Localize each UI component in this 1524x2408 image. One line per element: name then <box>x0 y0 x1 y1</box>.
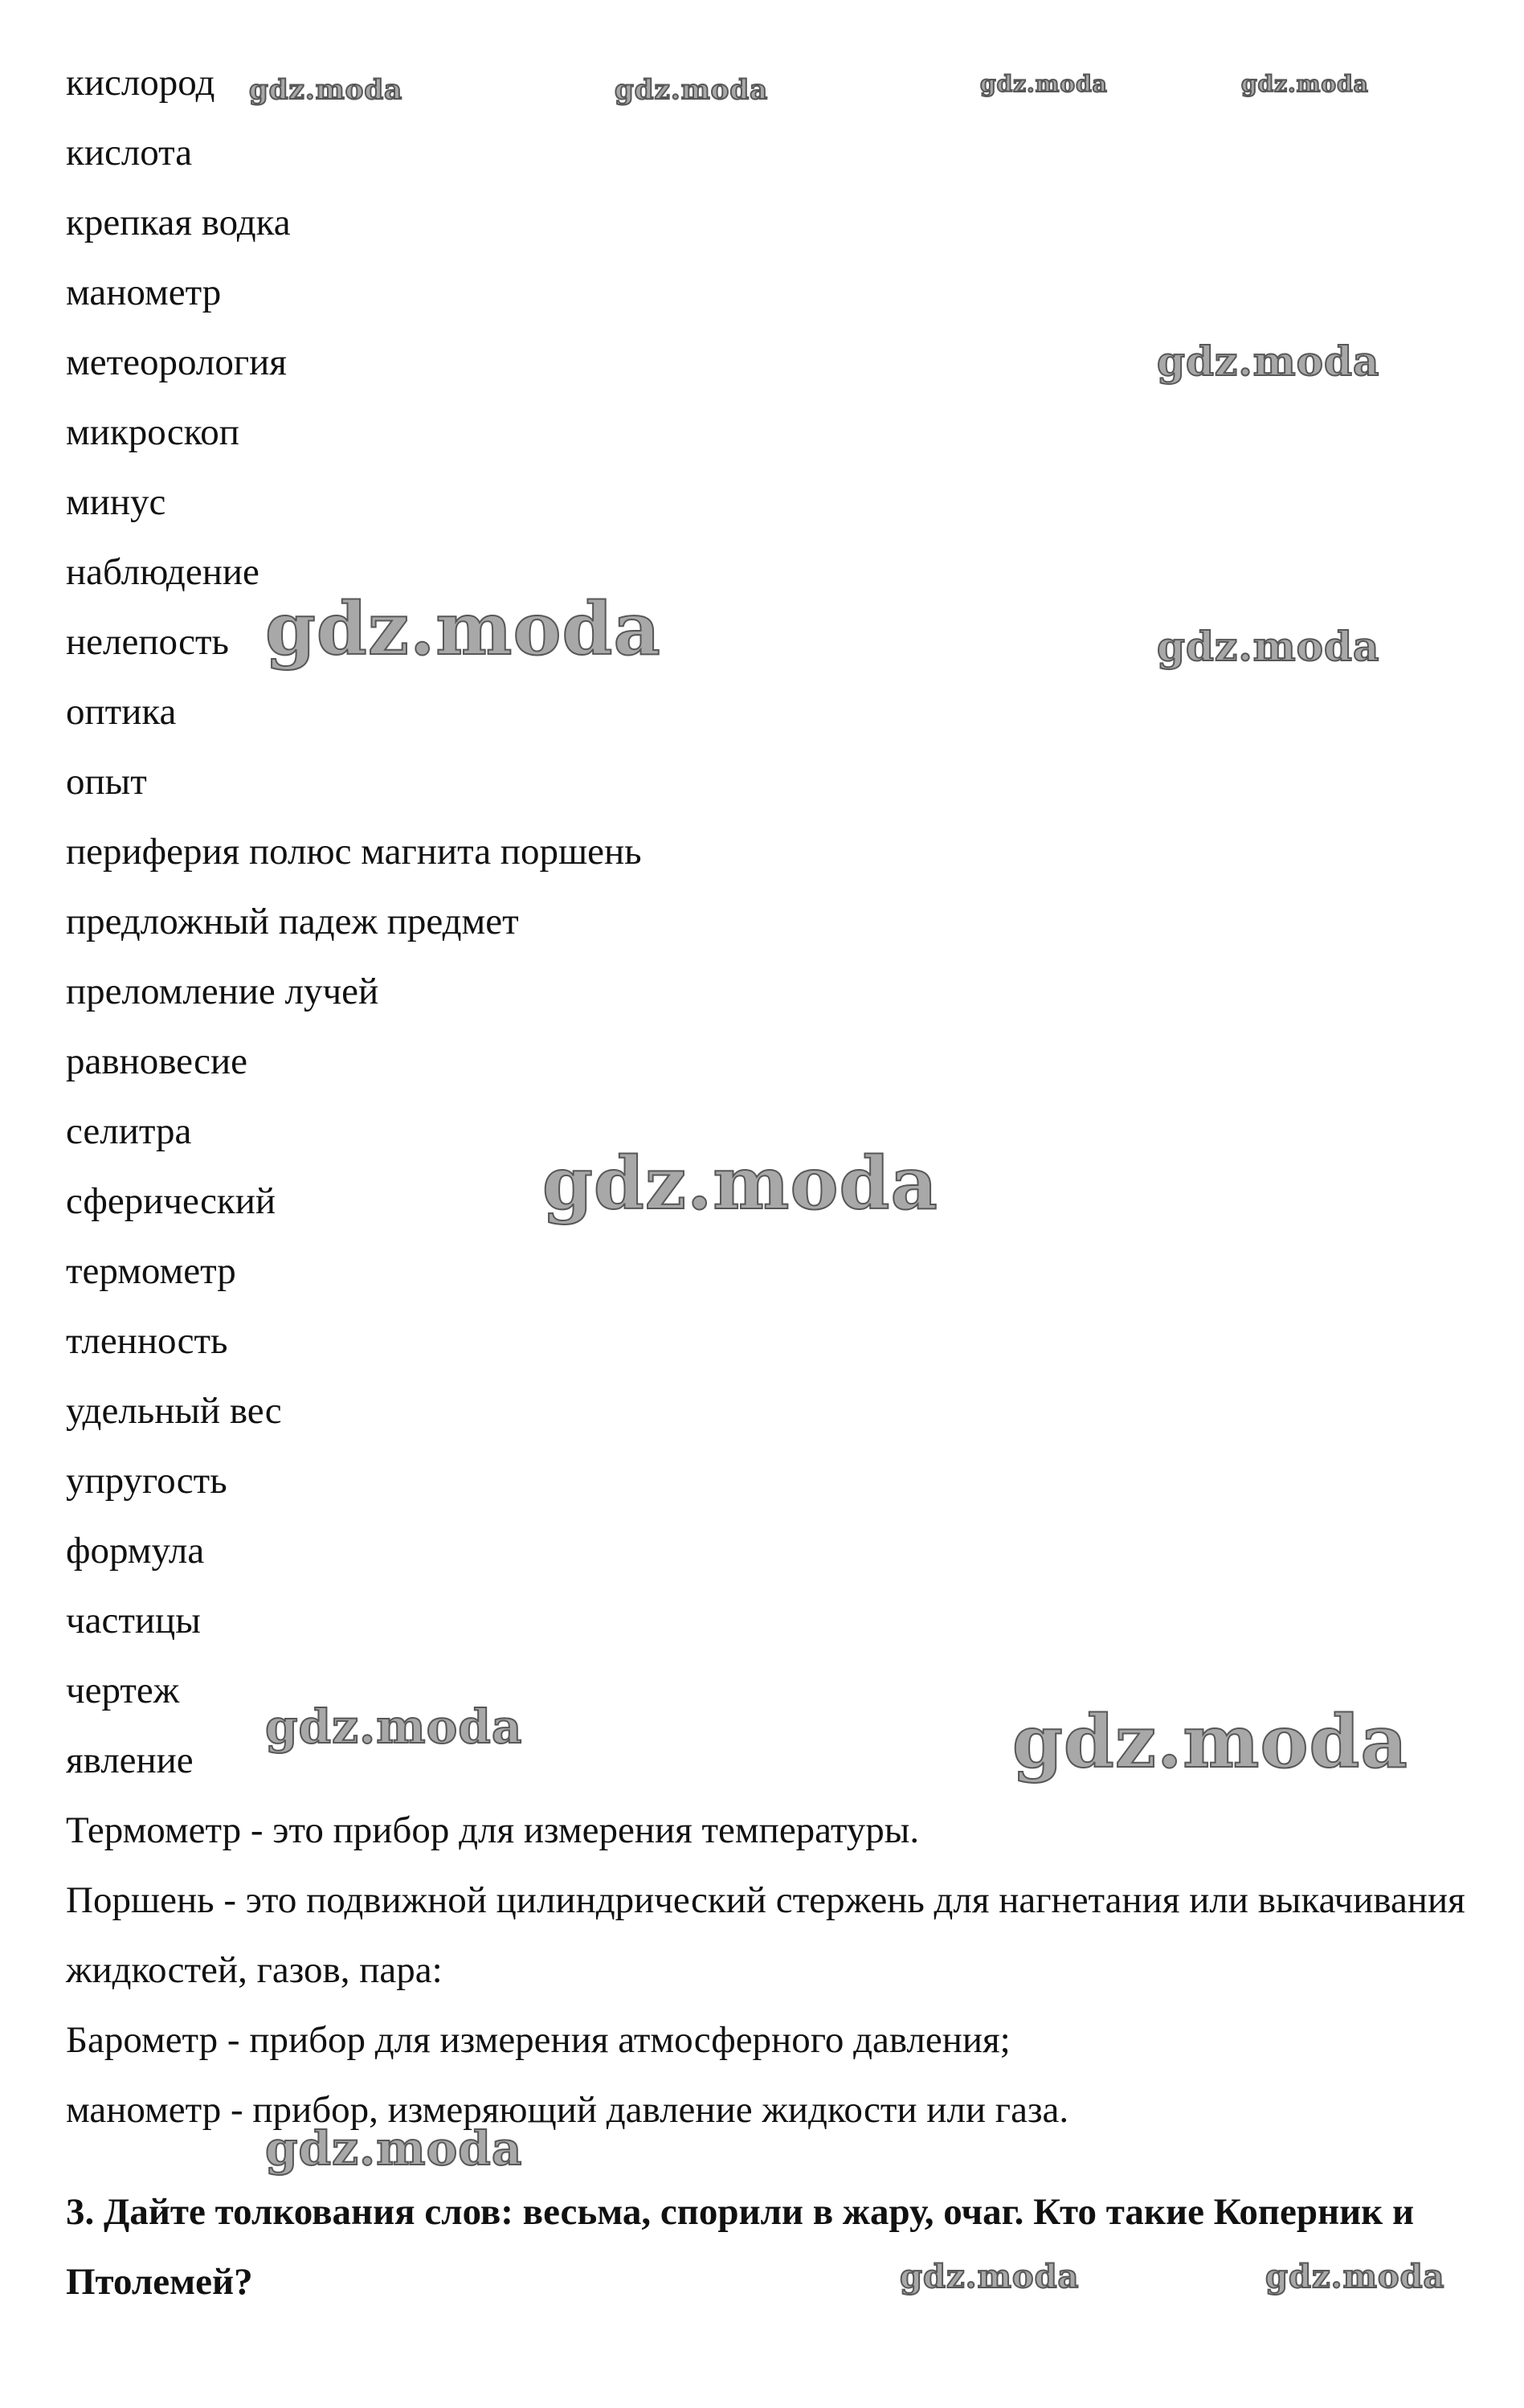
term-item: термометр <box>66 1250 236 1292</box>
term-item: селитра <box>66 1110 192 1152</box>
term-item: кислород <box>66 62 215 104</box>
term-item: частицы <box>66 1600 201 1641</box>
watermark: gdz.moda <box>265 587 661 672</box>
term-item: метеорология <box>66 341 287 383</box>
definition-barometer: Барометр - прибор для измерения атмосферного давления; <box>66 2019 1011 2061</box>
term-item: преломление лучей <box>66 971 379 1012</box>
watermark: gdz.moda <box>265 2121 523 2176</box>
watermark: gdz.moda <box>615 74 769 106</box>
definition-manometer: манометр - прибор, измеряющий давление жидкости или газа. <box>66 2089 1069 2131</box>
term-item: микроскоп <box>66 411 239 453</box>
watermark: gdz.moda <box>1012 1699 1408 1785</box>
term-item: опыт <box>66 761 147 803</box>
watermark: gdz.moda <box>1241 71 1369 97</box>
term-item: периферия полюс магнита поршень <box>66 831 642 873</box>
term-item: удельный вес <box>66 1390 282 1432</box>
term-item: равновесие <box>66 1040 248 1082</box>
term-item: предложный падеж предмет <box>66 901 519 942</box>
watermark: gdz.moda <box>1265 2258 1445 2296</box>
watermark: gdz.moda <box>249 74 403 106</box>
term-list <box>66 48 642 1796</box>
term-item: крепкая водка <box>66 202 291 243</box>
watermark: gdz.moda <box>980 71 1108 97</box>
term-item: чертеж <box>66 1670 180 1711</box>
watermark: gdz.moda <box>1157 337 1380 385</box>
term-item: тленность <box>66 1320 228 1362</box>
term-item: явление <box>66 1740 194 1781</box>
question-heading: 3. Дайте толкования слов: весьма, спорили в жару, очаг. Кто такие Коперник и Птолемей? <box>66 2191 1415 2303</box>
definition-thermometer: Термометр - это прибор для измерения температуры. <box>66 1809 920 1851</box>
term-item: наблюдение <box>66 551 259 593</box>
term-item: сферический <box>66 1180 276 1222</box>
term-item: нелепость <box>66 621 229 663</box>
term-item: формула <box>66 1530 205 1572</box>
watermark: gdz.moda <box>900 2258 1080 2296</box>
term-item: оптика <box>66 691 177 733</box>
term-item: манометр <box>66 272 222 313</box>
watermark: gdz.moda <box>265 1699 523 1754</box>
definitions-block <box>66 1796 1480 2145</box>
term-item: упругость <box>66 1460 227 1502</box>
term-item: минус <box>66 481 166 523</box>
watermark: gdz.moda <box>542 1141 938 1226</box>
watermark: gdz.moda <box>1157 623 1380 670</box>
definition-piston: Поршень - это подвижной цилиндрический стержень для нагнетания или выкачивания жидкостей, газов, пара: <box>66 1879 1465 1991</box>
term-item: кислота <box>66 132 193 174</box>
